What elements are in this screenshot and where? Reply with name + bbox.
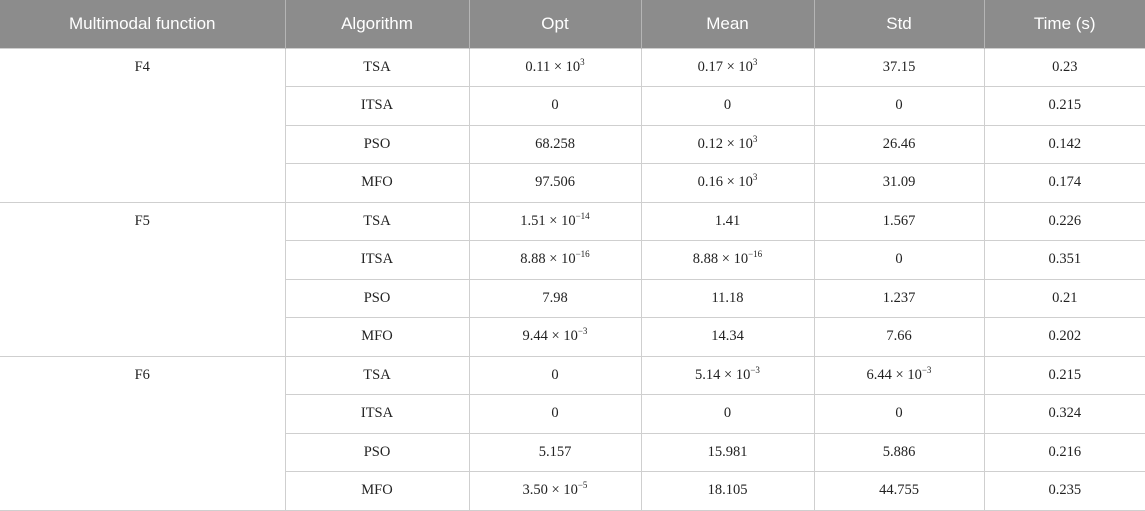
std-cell	[814, 318, 984, 357]
table-row	[0, 356, 1145, 395]
time-cell: 0.23	[984, 48, 1145, 87]
mean-value: 1.41	[714, 212, 741, 229]
std-value: 0	[895, 251, 903, 268]
function-cell: F5	[0, 202, 285, 356]
std-cell	[814, 395, 984, 434]
std-value: 0	[895, 97, 903, 114]
std-value: 1.567	[882, 212, 916, 229]
mean-cell	[641, 164, 814, 203]
opt-cell	[469, 125, 641, 164]
opt-value: 1.51 × 10	[520, 212, 576, 229]
opt-cell	[469, 279, 641, 318]
std-cell	[814, 356, 984, 395]
time-cell: 0.226	[984, 202, 1145, 241]
mean-value: 0.12 × 10	[697, 135, 753, 152]
mean-cell	[641, 395, 814, 434]
std-cell	[814, 472, 984, 511]
time-cell: 0.351	[984, 241, 1145, 280]
opt-value: 0	[551, 366, 559, 383]
mean-cell	[641, 433, 814, 472]
header-opt: Opt	[469, 0, 641, 48]
time-cell: 0.202	[984, 318, 1145, 357]
opt-cell	[469, 356, 641, 395]
header-row	[0, 0, 1145, 48]
algorithm-cell: PSO	[285, 125, 469, 164]
table-header	[0, 0, 1145, 48]
opt-exponent: −14	[575, 210, 590, 221]
std-cell	[814, 279, 984, 318]
std-cell	[814, 164, 984, 203]
std-value: 26.46	[882, 135, 916, 152]
opt-value: 8.88 × 10	[520, 251, 576, 268]
opt-value: 68.258	[535, 135, 575, 152]
mean-value: 15.981	[707, 443, 748, 460]
mean-cell	[641, 356, 814, 395]
opt-cell	[469, 395, 641, 434]
opt-cell	[469, 241, 641, 280]
mean-cell	[641, 241, 814, 280]
mean-cell	[641, 87, 814, 126]
std-cell	[814, 202, 984, 241]
mean-value: 5.14 × 10	[695, 366, 751, 383]
algorithm-cell: ITSA	[285, 395, 469, 434]
opt-exponent: −16	[575, 249, 590, 260]
mean-value: 0	[723, 97, 732, 114]
function-cell: F6	[0, 356, 285, 510]
opt-value: 5.157	[538, 443, 572, 460]
algorithm-cell: PSO	[285, 433, 469, 472]
mean-exponent: 3	[752, 56, 758, 67]
std-value: 0	[895, 405, 903, 422]
table-row	[0, 202, 1145, 241]
algorithm-cell: ITSA	[285, 87, 469, 126]
std-cell	[814, 433, 984, 472]
time-cell: 0.174	[984, 164, 1145, 203]
opt-cell	[469, 433, 641, 472]
time-cell: 0.324	[984, 395, 1145, 434]
opt-value: 0	[551, 97, 559, 114]
mean-value: 11.18	[711, 289, 744, 306]
mean-value: 8.88 × 10	[692, 251, 749, 268]
time-cell: 0.215	[984, 356, 1145, 395]
std-value: 44.755	[879, 482, 919, 499]
mean-exponent: −3	[750, 364, 760, 375]
algorithm-cell: MFO	[285, 472, 469, 511]
opt-value: 97.506	[535, 174, 575, 191]
std-value: 31.09	[882, 174, 916, 191]
algorithm-cell: TSA	[285, 202, 469, 241]
time-cell: 0.142	[984, 125, 1145, 164]
table-row	[0, 48, 1145, 87]
function-cell: F4	[0, 48, 285, 202]
std-exponent: −3	[921, 364, 932, 375]
opt-cell	[469, 318, 641, 357]
opt-cell	[469, 202, 641, 241]
opt-exponent: −5	[577, 480, 588, 491]
opt-value: 7.98	[542, 289, 568, 306]
std-value: 7.66	[886, 328, 912, 345]
opt-value: 0	[551, 405, 559, 422]
mean-exponent: −16	[748, 249, 763, 260]
time-cell: 0.215	[984, 87, 1145, 126]
mean-exponent: 3	[752, 133, 758, 144]
header-std: Std	[814, 0, 984, 48]
std-cell	[814, 241, 984, 280]
std-value: 6.44 × 10	[866, 366, 922, 383]
std-cell	[814, 48, 984, 87]
time-cell: 0.216	[984, 433, 1145, 472]
algorithm-cell: TSA	[285, 356, 469, 395]
opt-exponent: 3	[580, 56, 585, 67]
opt-cell	[469, 164, 641, 203]
table-body	[0, 48, 1145, 510]
mean-cell	[641, 48, 814, 87]
mean-value: 0.16 × 10	[697, 174, 753, 191]
mean-cell	[641, 202, 814, 241]
mean-exponent: 3	[752, 172, 758, 183]
mean-value: 0.17 × 10	[697, 58, 753, 75]
mean-value: 18.105	[707, 482, 748, 499]
time-cell: 0.235	[984, 472, 1145, 511]
header-mean: Mean	[641, 0, 814, 48]
opt-value: 3.50 × 10	[522, 482, 578, 499]
algorithm-cell: MFO	[285, 164, 469, 203]
header-time: Time (s)	[984, 0, 1145, 48]
opt-value: 0.11 × 10	[525, 58, 581, 75]
opt-value: 9.44 × 10	[522, 328, 578, 345]
std-cell	[814, 125, 984, 164]
mean-value: 0	[723, 405, 732, 422]
header-multimodal-function: Multimodal function	[69, 13, 216, 33]
algorithm-cell: MFO	[285, 318, 469, 357]
std-value: 37.15	[882, 58, 916, 75]
opt-exponent: −3	[577, 326, 588, 337]
header-algorithm: Algorithm	[285, 0, 469, 48]
time-cell: 0.21	[984, 279, 1145, 318]
mean-cell	[641, 472, 814, 511]
opt-cell	[469, 48, 641, 87]
mean-cell	[641, 125, 814, 164]
algorithm-cell: TSA	[285, 48, 469, 87]
opt-cell	[469, 472, 641, 511]
mean-value: 14.34	[711, 328, 744, 345]
mean-cell	[641, 318, 814, 357]
mean-cell	[641, 279, 814, 318]
algorithm-cell: ITSA	[285, 241, 469, 280]
algorithm-cell: PSO	[285, 279, 469, 318]
std-cell	[814, 87, 984, 126]
std-value: 1.237	[882, 289, 916, 306]
std-value: 5.886	[882, 443, 916, 460]
opt-cell	[469, 87, 641, 126]
